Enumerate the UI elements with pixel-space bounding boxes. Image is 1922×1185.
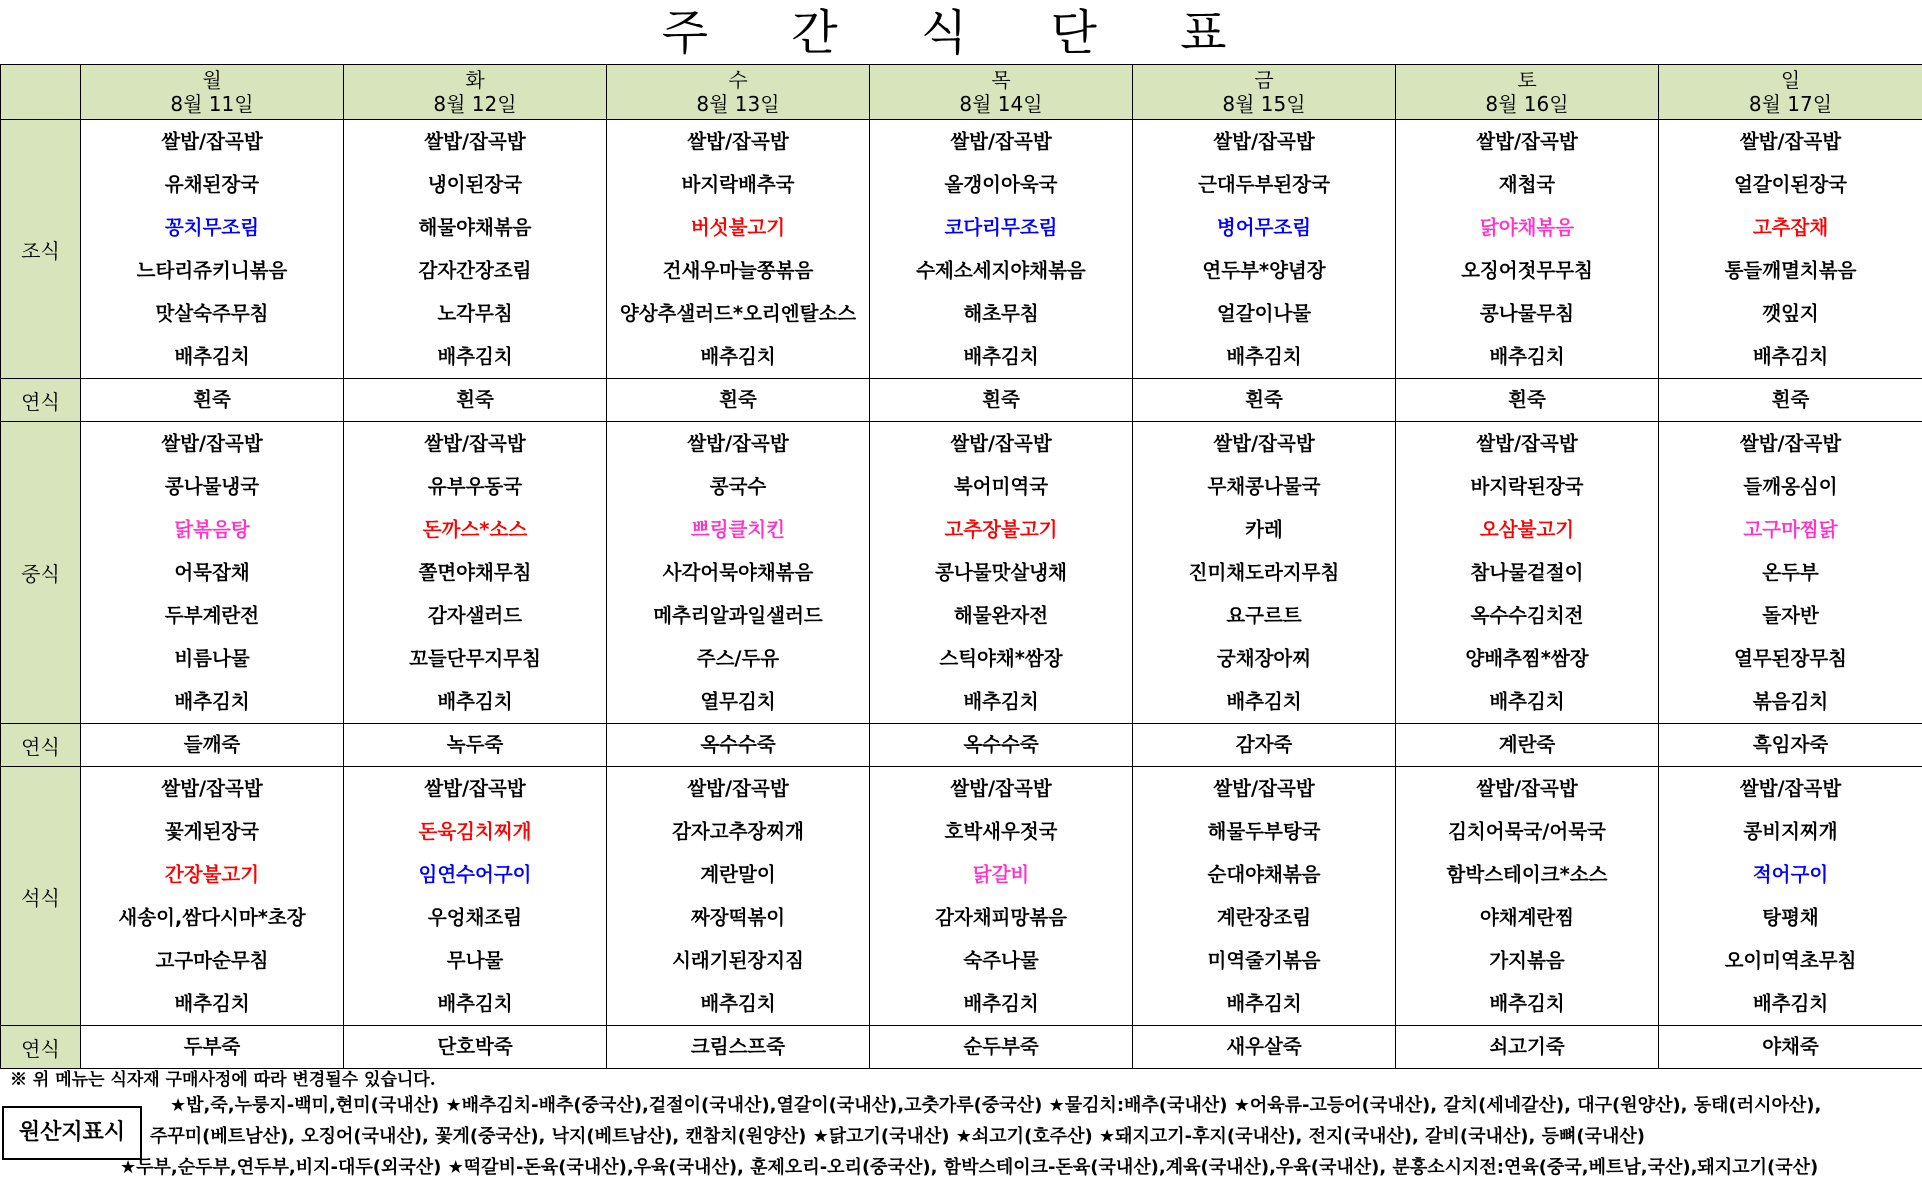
menu-item: 콩나물냉국	[164, 475, 260, 498]
menu-item: 건새우마늘쫑볶음	[662, 259, 814, 282]
menu-cell	[1133, 422, 1396, 724]
menu-item: 배추김치	[1226, 992, 1302, 1015]
menu-item: 유채된장국	[164, 173, 260, 196]
menu-item: 감자죽	[1235, 733, 1293, 756]
menu-cell	[1133, 120, 1396, 379]
menu-item: 배추김치	[700, 992, 776, 1015]
date-label: 8월 14일	[959, 92, 1043, 116]
menu-item: 김치어묵국/어묵국	[1448, 820, 1606, 843]
menu-item: 배추김치	[174, 345, 250, 368]
menu-item: 깻잎지	[1762, 302, 1819, 325]
menu-item: 느타리쥬키니볶음	[136, 259, 288, 282]
weekday-label: 월	[202, 68, 222, 92]
menu-item: 흰죽	[1245, 388, 1283, 411]
menu-item: 통들깨멸치볶음	[1724, 259, 1857, 282]
menu-item: 꽃게된장국	[164, 820, 260, 843]
menu-item: 새송이,쌈다시마*초장	[118, 906, 306, 929]
menu-item: 돈육김치찌개	[418, 820, 532, 843]
menu-item: 양상추샐러드*오리엔탈소스	[619, 302, 857, 325]
menu-item: 근대두부된장국	[1198, 173, 1330, 196]
menu-item: 무나물	[446, 949, 504, 972]
menu-item: 배추김치	[1489, 345, 1565, 368]
menu-item: 무채콩나물국	[1207, 475, 1321, 498]
menu-item: 쌀밥/잡곡밥	[687, 777, 789, 800]
menu-cell	[870, 422, 1133, 724]
menu-item: 새우살죽	[1226, 1035, 1302, 1058]
menu-cell	[1396, 120, 1659, 379]
menu-item: 콩나물무침	[1479, 302, 1575, 325]
menu-cell	[870, 120, 1133, 379]
menu-cell	[607, 120, 870, 379]
menu-item: 수제소세지야채볶음	[916, 259, 1086, 282]
day-header	[344, 65, 607, 120]
weekday-label: 금	[1254, 68, 1274, 92]
menu-item: 계란죽	[1498, 733, 1556, 756]
menu-item: 참나물겉절이	[1470, 561, 1584, 584]
day-header	[1133, 65, 1396, 120]
menu-item: 오징어젓무무침	[1461, 259, 1593, 282]
menu-item: 진미채도라지무침	[1188, 561, 1340, 584]
menu-item: 고구마순무침	[155, 949, 269, 972]
menu-item: 해물완자전	[953, 604, 1049, 627]
menu-item: 배추김치	[1752, 992, 1829, 1015]
meal-row	[1, 767, 1922, 1026]
menu-item: 쁘링클치킨	[690, 518, 786, 541]
menu-item: 볶음김치	[1752, 690, 1829, 713]
menu-item: 야채죽	[1762, 1035, 1819, 1058]
menu-item: 쌀밥/잡곡밥	[1476, 432, 1578, 455]
menu-item: 우엉채조림	[427, 906, 523, 929]
menu-cell	[1659, 1026, 1922, 1069]
menu-cell	[1396, 1026, 1659, 1069]
menu-item: 얼갈이나물	[1216, 302, 1312, 325]
menu-item: 배추김치	[174, 992, 250, 1015]
menu-cell	[1659, 379, 1922, 422]
menu-item: 바지락된장국	[1470, 475, 1584, 498]
menu-item: 호박새우젓국	[944, 820, 1058, 843]
menu-item: 오이미역초무침	[1724, 949, 1857, 972]
menu-item: 해물야채볶음	[418, 216, 532, 239]
day-header	[607, 65, 870, 120]
menu-cell	[344, 379, 607, 422]
menu-item: 돈까스*소스	[422, 518, 528, 541]
menu-cell	[607, 1026, 870, 1069]
meal-row	[1, 422, 1922, 724]
page-title: 주 간 식 단 표	[661, 5, 1261, 61]
menu-item: 쌀밥/잡곡밥	[1213, 777, 1315, 800]
menu-item: 닭갈비	[972, 863, 1030, 886]
menu-cell	[1659, 422, 1922, 724]
menu-item: 고추잡채	[1752, 216, 1829, 239]
menu-item: 쌀밥/잡곡밥	[161, 432, 263, 455]
menu-item: 열무된장무침	[1733, 647, 1848, 670]
menu-item: 단호박죽	[437, 1035, 513, 1058]
menu-item: 어묵잡채	[174, 561, 250, 584]
weekday-label: 화	[465, 68, 485, 92]
snack-row	[1, 1026, 1922, 1069]
menu-item: 콩비지찌개	[1743, 820, 1838, 843]
menu-cell	[81, 422, 344, 724]
menu-item: 주스/두유	[696, 647, 780, 670]
menu-item: 배추김치	[700, 345, 776, 368]
menu-item: 탕평채	[1762, 906, 1819, 929]
menu-cell	[81, 767, 344, 1026]
menu-cell	[1133, 379, 1396, 422]
menu-cell	[1396, 422, 1659, 724]
menu-item: 맛살숙주무침	[155, 302, 269, 325]
menu-item: 버섯불고기	[690, 216, 786, 239]
menu-item: 순두부죽	[963, 1035, 1039, 1058]
menu-item: 유부우동국	[427, 475, 523, 498]
menu-item: 배추김치	[963, 690, 1039, 713]
menu-item: 닭야채볶음	[1479, 216, 1575, 239]
date-label: 8월 13일	[696, 92, 780, 116]
meal-label: 조식	[1, 120, 81, 379]
menu-cell	[344, 422, 607, 724]
menu-cell	[1396, 724, 1659, 767]
menu-item: 사각어묵야채볶음	[662, 561, 814, 584]
menu-item: 크림스프죽	[690, 1035, 786, 1058]
menu-item: 두부계란전	[164, 604, 260, 627]
menu-item: 콩국수	[709, 475, 767, 498]
menu-item: 쇠고기죽	[1489, 1035, 1565, 1058]
menu-item: 들깨죽	[183, 733, 241, 756]
meal-label: 석식	[1, 767, 81, 1026]
menu-item: 쫄면야채무침	[418, 561, 532, 584]
origin-label: 원산지표시	[2, 1106, 142, 1160]
menu-cell	[1659, 767, 1922, 1026]
menu-item: 쌀밥/잡곡밥	[1476, 777, 1578, 800]
menu-item: 쌀밥/잡곡밥	[424, 777, 526, 800]
menu-item: 감자채피망볶음	[935, 906, 1067, 929]
menu-item: 감자고추장찌개	[672, 820, 804, 843]
menu-item: 야채계란찜	[1479, 906, 1575, 929]
menu-item: 배추김치	[1226, 345, 1302, 368]
meal-label: 연식	[1, 1026, 81, 1069]
menu-cell	[344, 767, 607, 1026]
menu-item: 해초무침	[963, 302, 1039, 325]
menu-item: 쌀밥/잡곡밥	[161, 777, 263, 800]
menu-item: 숙주나물	[963, 949, 1039, 972]
menu-item: 배추김치	[1226, 690, 1302, 713]
menu-cell	[344, 120, 607, 379]
header-corner	[1, 65, 81, 120]
day-header	[1396, 65, 1659, 120]
menu-item: 꼬들단무지무침	[409, 647, 541, 670]
menu-item: 흰죽	[982, 388, 1020, 411]
menu-item: 병어무조림	[1216, 216, 1312, 239]
menu-item: 감자간장조림	[418, 259, 532, 282]
menu-item: 흰죽	[456, 388, 494, 411]
menu-item: 북어미역국	[953, 475, 1049, 498]
origin-line: ★밥,죽,누룽지-백미,현미(국내산) ★배추김치-배추(중국산),겉절이(국내산),열갈이(국내산),고춧가루(중국산) ★물김치:배추(국내산) ★어육류-고등어(국내산), 갈치(세네갈산), 대구(원양산), 동태(러시아산),	[170, 1095, 1822, 1116]
menu-item: 고추장불고기	[944, 518, 1058, 541]
meal-row	[1, 120, 1922, 379]
menu-item: 쌀밥/잡곡밥	[161, 130, 263, 153]
menu-item: 배추김치	[1489, 690, 1565, 713]
date-label: 8월 15일	[1222, 92, 1306, 116]
menu-cell	[81, 724, 344, 767]
menu-item: 흰죽	[719, 388, 757, 411]
menu-item: 흑임자죽	[1752, 733, 1829, 756]
menu-item: 돌자반	[1762, 604, 1819, 627]
menu-item: 콩나물맛살냉채	[935, 561, 1067, 584]
menu-item: 쌀밥/잡곡밥	[1739, 130, 1842, 153]
menu-item: 들깨옹심이	[1743, 475, 1838, 498]
weekday-label: 토	[1517, 68, 1537, 92]
menu-item: 흰죽	[1771, 388, 1810, 411]
menu-cell	[1133, 724, 1396, 767]
menu-item: 쌀밥/잡곡밥	[424, 130, 526, 153]
menu-item: 배추김치	[963, 992, 1039, 1015]
menu-item: 재첩국	[1498, 173, 1556, 196]
menu-item: 쌀밥/잡곡밥	[950, 777, 1052, 800]
meal-label: 연식	[1, 379, 81, 422]
menu-item: 쌀밥/잡곡밥	[1739, 777, 1842, 800]
date-label: 8월 12일	[433, 92, 517, 116]
menu-item: 카레	[1245, 518, 1283, 541]
menu-cell	[81, 120, 344, 379]
menu-cell	[1396, 767, 1659, 1026]
menu-item: 연두부*양념장	[1202, 259, 1326, 282]
menu-cell	[607, 767, 870, 1026]
menu-table	[0, 64, 1922, 1069]
menu-change-notice: ※ 위 메뉴는 식자재 구매사정에 따라 변경될수 있습니다.	[10, 1070, 436, 1090]
menu-item: 옥수수죽	[700, 733, 776, 756]
menu-item: 쌀밥/잡곡밥	[950, 130, 1052, 153]
menu-item: 코다리무조림	[944, 216, 1058, 239]
date-label: 8월 16일	[1485, 92, 1569, 116]
menu-item: 쌀밥/잡곡밥	[687, 130, 789, 153]
menu-item: 쌀밥/잡곡밥	[1739, 432, 1842, 455]
menu-cell	[1659, 724, 1922, 767]
day-header	[870, 65, 1133, 120]
origin-line: ★두부,순두부,연두부,비지-대두(외국산) ★떡갈비-돈육(국내산),우육(국내산), 훈제오리-오리(중국산), 함박스테이크-돈육(국내산),계육(국내산),우육(국내산), 분홍소시지전:연육(중국,베트남,국산),돼지고기(국산)	[120, 1157, 1819, 1178]
menu-item: 흰죽	[1508, 388, 1546, 411]
menu-item: 옥수수김치전	[1470, 604, 1584, 627]
snack-row	[1, 379, 1922, 422]
menu-item: 배추김치	[174, 690, 250, 713]
menu-item: 간장불고기	[164, 863, 260, 886]
weekday-label: 목	[991, 68, 1011, 92]
menu-cell	[1396, 379, 1659, 422]
menu-item: 두부죽	[183, 1035, 241, 1058]
menu-item: 스틱야채*쌈장	[939, 647, 1063, 670]
menu-cell	[1133, 1026, 1396, 1069]
menu-cell	[1133, 767, 1396, 1026]
menu-item: 계란말이	[700, 863, 776, 886]
menu-cell	[607, 379, 870, 422]
menu-item: 비름나물	[174, 647, 250, 670]
menu-item: 짜장떡볶이	[690, 906, 786, 929]
snack-row	[1, 724, 1922, 767]
menu-item: 적어구이	[1752, 863, 1829, 886]
menu-item: 꽁치무조림	[164, 216, 260, 239]
menu-cell	[607, 724, 870, 767]
menu-cell	[81, 379, 344, 422]
menu-item: 얼갈이된장국	[1733, 173, 1848, 196]
origin-info	[120, 1090, 1920, 1183]
menu-item: 배추김치	[963, 345, 1039, 368]
menu-cell	[870, 767, 1133, 1026]
menu-item: 가지볶음	[1489, 949, 1565, 972]
menu-item: 옥수수죽	[963, 733, 1039, 756]
menu-item: 쌀밥/잡곡밥	[950, 432, 1052, 455]
menu-cell	[1659, 120, 1922, 379]
menu-item: 오삼불고기	[1479, 518, 1575, 541]
menu-cell	[607, 422, 870, 724]
meal-label: 중식	[1, 422, 81, 724]
menu-cell	[870, 724, 1133, 767]
menu-item: 노각무침	[437, 302, 513, 325]
menu-item: 올갱이아욱국	[944, 173, 1058, 196]
date-label: 8월 11일	[170, 92, 254, 116]
menu-item: 배추김치	[437, 992, 513, 1015]
menu-item: 쌀밥/잡곡밥	[424, 432, 526, 455]
menu-item: 배추김치	[437, 690, 513, 713]
origin-line: 주꾸미(베트남산), 오징어(국내산), 꽃게(중국산), 낙지(베트남산), 캔참치(원양산) ★닭고기(국내산) ★쇠고기(호주산) ★돼지고기-후지(국내산), 전지(국내산), 갈비(국내산), 등뼈(국내산)	[150, 1126, 1645, 1147]
menu-item: 배추김치	[1752, 345, 1829, 368]
weekday-label: 수	[728, 68, 748, 92]
menu-item: 순대야채볶음	[1207, 863, 1321, 886]
menu-item: 닭볶음탕	[174, 518, 250, 541]
menu-item: 쌀밥/잡곡밥	[687, 432, 789, 455]
menu-item: 녹두죽	[446, 733, 504, 756]
menu-cell	[870, 1026, 1133, 1069]
menu-item: 계란장조림	[1216, 906, 1312, 929]
menu-item: 함박스테이크*소스	[1446, 863, 1608, 886]
menu-item: 고구마찜닭	[1743, 518, 1838, 541]
menu-item: 양배추찜*쌈장	[1465, 647, 1589, 670]
menu-item: 바지락배추국	[681, 173, 795, 196]
menu-item: 해물두부탕국	[1207, 820, 1321, 843]
menu-item: 요구르트	[1226, 604, 1302, 627]
weekday-label: 일	[1780, 68, 1801, 92]
menu-item: 배추김치	[1489, 992, 1565, 1015]
menu-item: 궁채장아찌	[1216, 647, 1312, 670]
menu-cell	[870, 379, 1133, 422]
menu-item: 쌀밥/잡곡밥	[1476, 130, 1578, 153]
menu-item: 미역줄기볶음	[1207, 949, 1321, 972]
menu-cell	[81, 1026, 344, 1069]
day-header-row	[1, 65, 1922, 120]
menu-item: 냉이된장국	[427, 173, 523, 196]
date-label: 8월 17일	[1748, 92, 1833, 116]
day-header	[81, 65, 344, 120]
menu-item: 감자샐러드	[427, 604, 523, 627]
day-header	[1659, 65, 1922, 120]
menu-item: 열무김치	[700, 690, 776, 713]
menu-cell	[344, 1026, 607, 1069]
menu-body	[1, 120, 1922, 1069]
menu-item: 배추김치	[437, 345, 513, 368]
menu-item: 흰죽	[193, 388, 231, 411]
menu-item: 온두부	[1762, 561, 1819, 584]
menu-item: 쌀밥/잡곡밥	[1213, 432, 1315, 455]
menu-cell	[344, 724, 607, 767]
menu-item: 시래기된장지짐	[672, 949, 804, 972]
meal-label: 연식	[1, 724, 81, 767]
menu-item: 쌀밥/잡곡밥	[1213, 130, 1315, 153]
menu-item: 임연수어구이	[418, 863, 532, 886]
menu-item: 메추리알과일샐러드	[653, 604, 823, 627]
